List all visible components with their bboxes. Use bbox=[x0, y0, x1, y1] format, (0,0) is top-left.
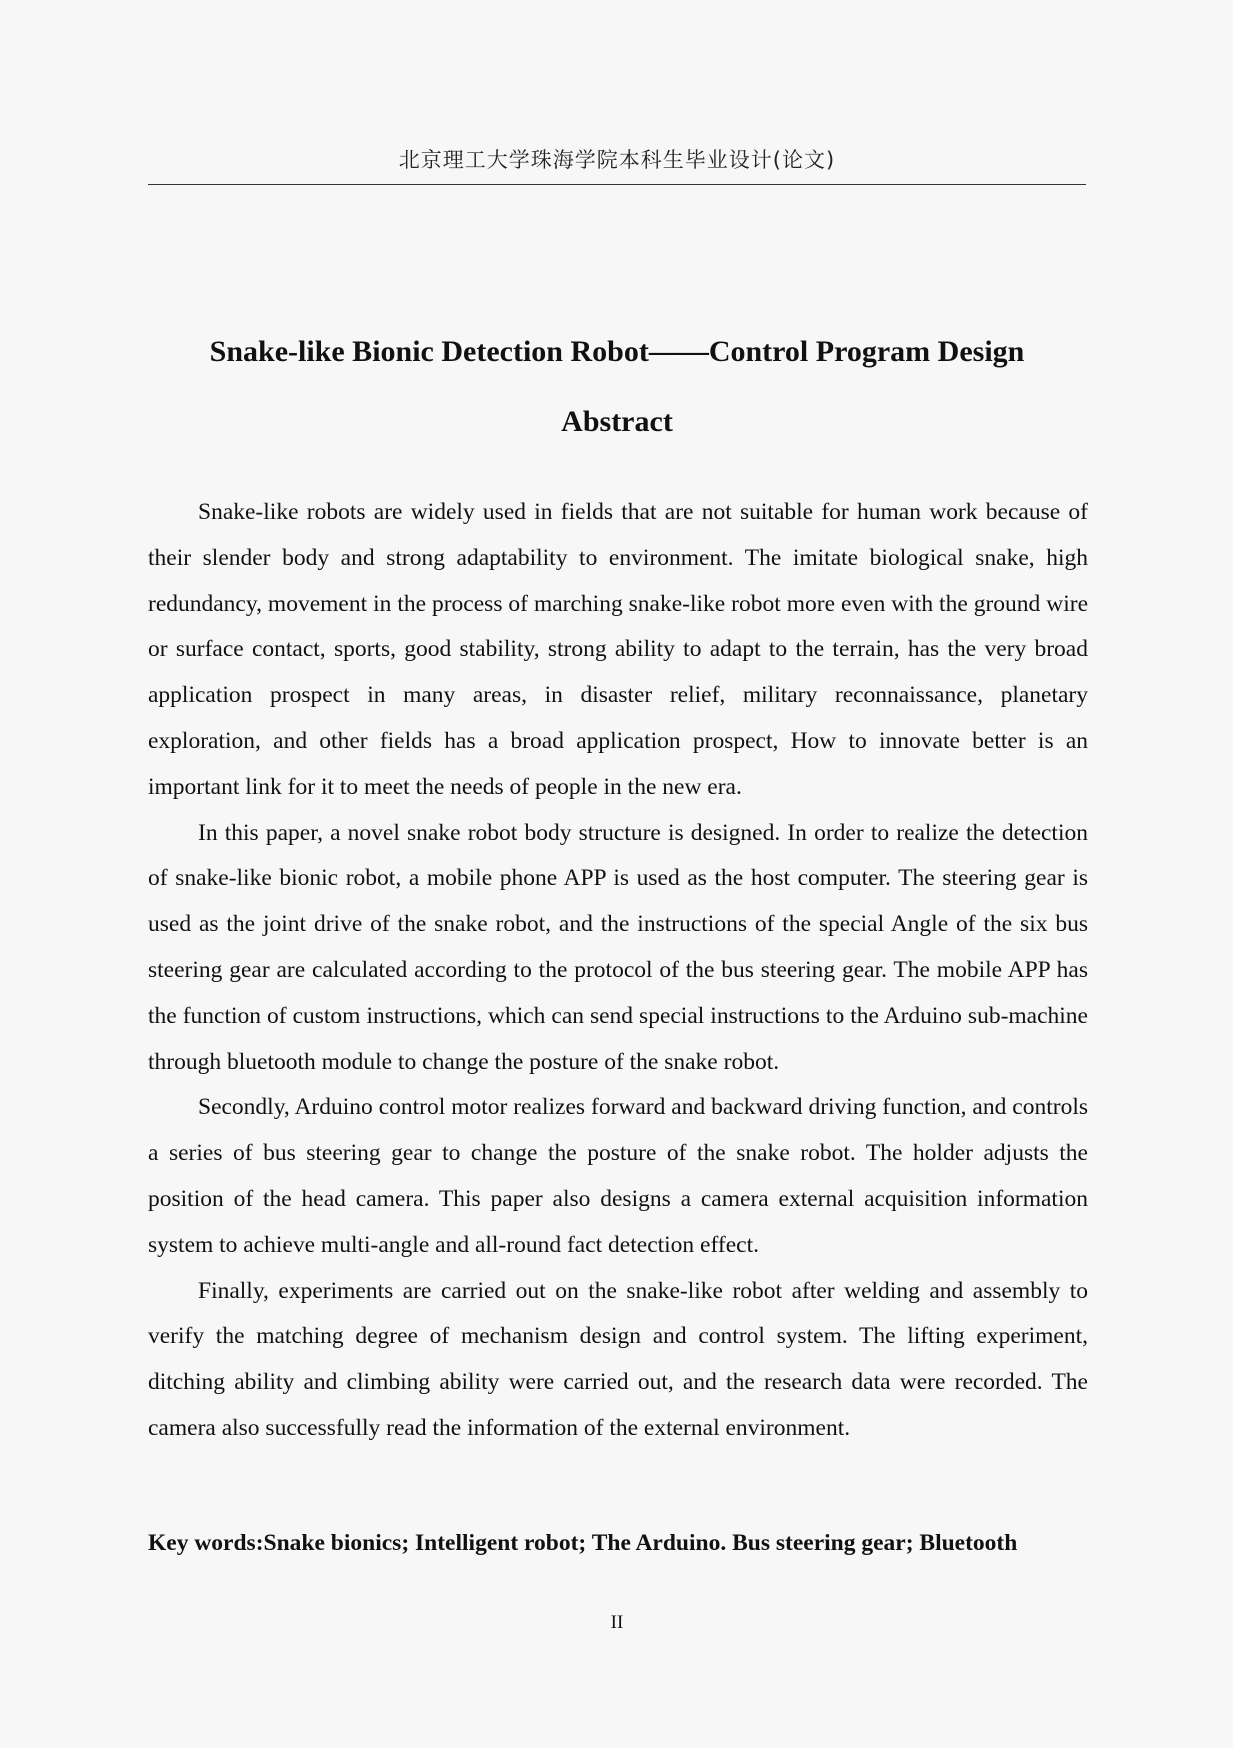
abstract-paragraph-2: In this paper, a novel snake robot body structure is designed. In order to realize the detection of snake-like bionic robot, a mobile phone APP is used as the host computer. The steering gear is used as the joint drive of the snake robot, and the instructions of the special Angle of the six bus steering gear are calculated according to the protocol of the bus steering gear. The mobile APP has the function of custom instructions, which can send special instructions to the Arduino sub-machine through bluetooth module to change the posture of the snake robot. bbox=[148, 819, 1088, 1075]
abstract-paragraph-3: Secondly, Arduino control motor realizes forward and backward driving function, and controls a series of bus steering gear to change the posture of the snake robot. The holder adjusts the position of the head camera. This paper also designs a camera external acquisition information system to achieve multi-angle and all-round fact detection effect. bbox=[148, 1094, 1088, 1258]
header-rule bbox=[148, 184, 1086, 185]
abstract-paragraph-1: Snake-like robots are widely used in fields that are not suitable for human work because of their slender body and strong adaptability to environment. The imitate biological snake, high redundancy, movement in the process of marching snake-like robot more even with the ground wire or surface contact, sports, good stability, strong ability to adapt to the terrain, has the very broad application prospect in many areas, in disaster relief, military reconnaissance, planetary exploration, and other fields has a broad application prospect, How to innovate better is an important link for it to meet the needs of people in the new era. bbox=[148, 499, 1088, 800]
abstract-paragraph-4: Finally, experiments are carried out on the snake-like robot after welding and assembly to verify the matching degree of mechanism design and control system. The lifting experiment, ditching ability and climbing ability were carried out, and the research data were recorded. The camera also successfully read the information of the external environment. bbox=[148, 1277, 1088, 1441]
page-number: II bbox=[610, 1612, 624, 1633]
abstract-body bbox=[148, 490, 1088, 1452]
abstract-heading: Abstract bbox=[561, 405, 673, 438]
page-header: 北京理工大学珠海学院本科生毕业设计(论文) bbox=[398, 148, 836, 172]
paper-title: Snake-like Bionic Detection Robot——Control Program Design bbox=[209, 335, 1025, 368]
keywords: Key words:Snake bionics; Intelligent robot; The Arduino. Bus steering gear; Bluetooth bbox=[148, 1530, 1018, 1556]
